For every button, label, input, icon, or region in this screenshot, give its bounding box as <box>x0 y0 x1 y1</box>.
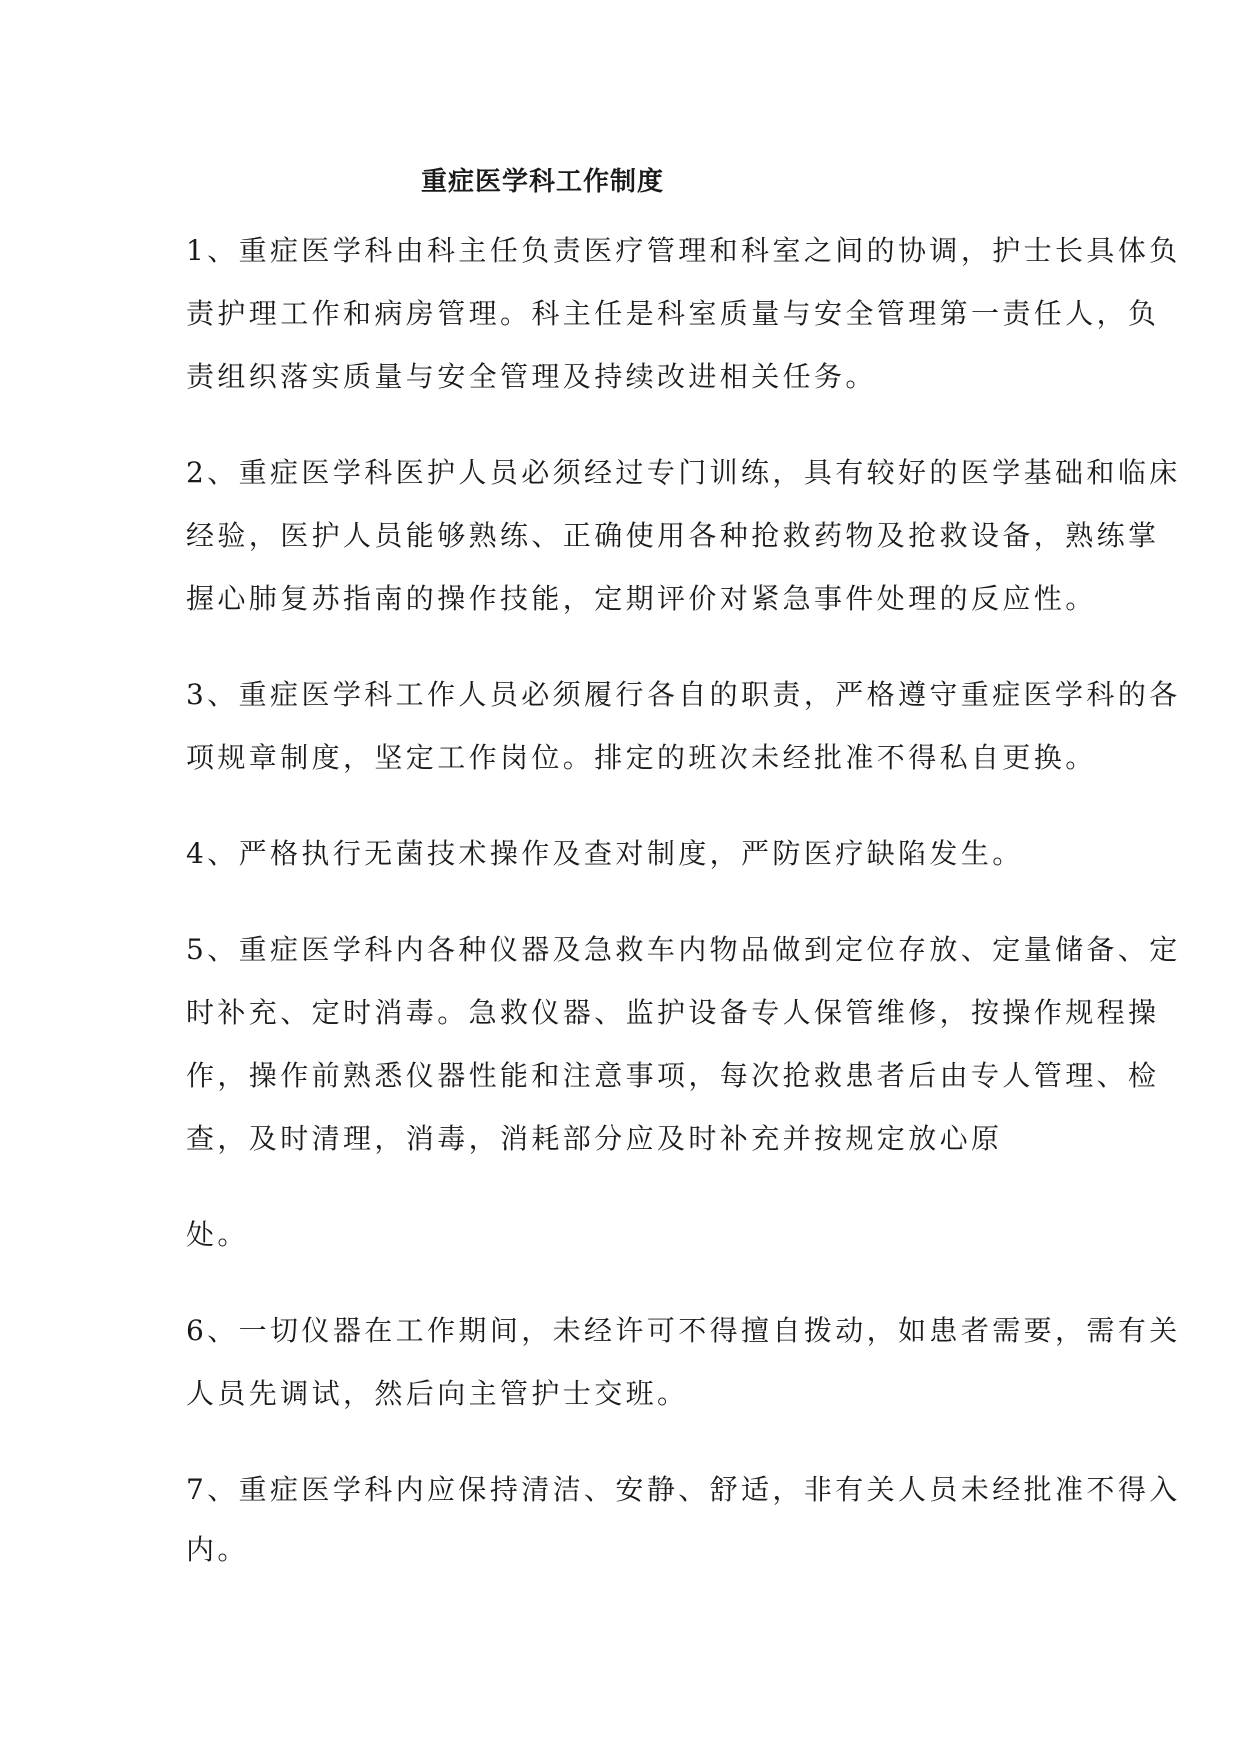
text-line: 5、重症医学科内各种仪器及急救车内物品做到定位存放、定量储备、定 <box>186 933 1181 966</box>
text-line: 2、重症医学科医护人员必须经过专门训练，具有较好的医学基础和临床 <box>186 456 1181 489</box>
text-line: 经验，医护人员能够熟练、正确使用各种抢救药物及抢救设备，熟练掌 <box>186 519 1160 552</box>
text-line: 责护理工作和病房管理。科主任是科室质量与安全管理第一责任人，负 <box>186 297 1160 330</box>
text-line: 7、重症医学科内应保持清洁、安静、舒适，非有关人员未经批准不得入 <box>186 1473 1181 1506</box>
text-line: 查，及时清理，消毒，消耗部分应及时补充并按规定放心原 <box>186 1122 1003 1155</box>
text-line: 处。 <box>186 1218 249 1251</box>
text-line: 项规章制度，坚定工作岗位。排定的班次未经批准不得私自更换。 <box>186 741 1097 774</box>
text-line: 3、重症医学科工作人员必须履行各自的职责，严格遵守重症医学科的各 <box>186 678 1181 711</box>
text-line: 作，操作前熟悉仪器性能和注意事项，每次抢救患者后由专人管理、检 <box>186 1059 1160 1092</box>
text-line: 责组织落实质量与安全管理及持续改进相关任务。 <box>186 360 877 393</box>
text-line: 时补充、定时消毒。急救仪器、监护设备专人保管维修，按操作规程操 <box>186 996 1160 1029</box>
text-line: 4、严格执行无菌技术操作及查对制度，严防医疗缺陷发生。 <box>186 837 1024 870</box>
text-line: 握心肺复苏指南的操作技能，定期评价对紧急事件处理的反应性。 <box>186 582 1097 615</box>
text-line: 人员先调试，然后向主管护士交班。 <box>186 1377 689 1410</box>
document-title: 重症医学科工作制度 <box>420 167 664 197</box>
text-line: 内。 <box>186 1533 249 1566</box>
text-line: 6、一切仪器在工作期间，未经许可不得擅自拨动，如患者需要，需有关 <box>186 1314 1181 1347</box>
text-line: 1、重症医学科由科主任负责医疗管理和科室之间的协调，护士长具体负 <box>186 234 1181 267</box>
